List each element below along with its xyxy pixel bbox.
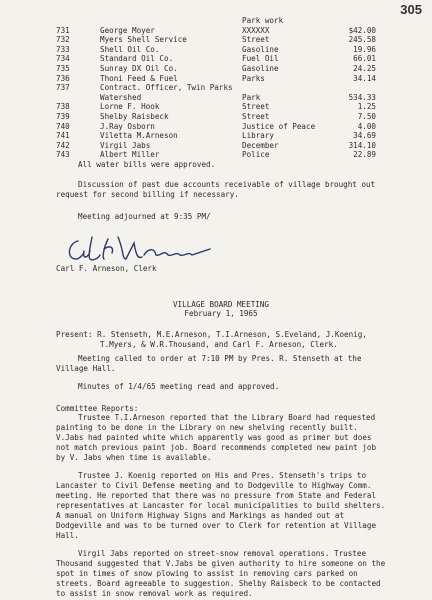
ledger-cell-amount: 1.25 <box>357 102 376 112</box>
report-library: Trustee T.I.Arneson reported that the Library Board had requested painting to be done in the Library on new shelving recently built. V.Jabs had painted white which apparently was good as primer but does not match previous paint job. Board recommends completed new paint job by V. Jabs when time is available. <box>56 413 377 462</box>
ledger-cell-amount: 34.14 <box>353 73 376 83</box>
ledger-cell-description: XXXXXX <box>242 25 270 35</box>
ledger-cell-number: 742 <box>56 140 70 150</box>
ledger-cell-payee: Contract. Officer, Twin Parks <box>100 83 233 93</box>
ledger-row <box>56 93 376 103</box>
ledger-cell-description: Gasoline <box>242 63 279 73</box>
call-to-order-block <box>56 354 386 374</box>
page-number: 305 <box>400 2 422 17</box>
ledger-cell-description: Park <box>242 92 261 102</box>
ledger-row <box>56 122 376 132</box>
discussion-block <box>56 180 386 200</box>
ledger-row <box>56 141 376 151</box>
bills-ledger <box>56 16 376 169</box>
ledger-cell-description: Gasoline <box>242 44 279 54</box>
ledger-cell-description: Justice of Peace <box>242 121 316 131</box>
ledger-cell-number: 734 <box>56 54 70 64</box>
ledger-row <box>56 131 376 141</box>
ledger-cell-number: 735 <box>56 63 70 73</box>
adjourned-block <box>56 212 386 221</box>
ledger-cell-amount: $42.00 <box>348 25 376 35</box>
minutes-block <box>56 382 386 391</box>
adjourned-text: Meeting adjourned at 9:35 PM/ <box>78 212 211 221</box>
ledger-cell-payee: Shelby Raisbeck <box>100 111 169 121</box>
ledger-cell-number: 732 <box>56 35 70 45</box>
discussion-text: Discussion of past due accounts receivable of village brought out request for second billing if necessary. <box>56 180 376 199</box>
ledger-cell-number: 743 <box>56 150 70 160</box>
ledger-cell-payee: Albert Miller <box>100 150 160 160</box>
ledger-cell-number: 740 <box>56 121 70 131</box>
ledger-cell-amount: 314.10 <box>348 140 376 150</box>
ledger-cell-payee: Myers Shell Service <box>100 35 187 45</box>
ledger-cell-number: 731 <box>56 25 70 35</box>
ledger-row <box>56 45 376 55</box>
ledger-cell-description: Fuel Oil <box>242 54 279 64</box>
committee-reports <box>56 404 386 599</box>
ledger-cell-amount: 534.33 <box>348 92 376 102</box>
ledger-cell-payee: Lorne F. Hook <box>100 102 160 112</box>
committee-heading: Committee Reports: <box>56 404 139 413</box>
ledger-cell-description: Police <box>242 150 270 160</box>
ledger-row <box>56 74 376 84</box>
meeting-date: February 1, 1965 <box>184 309 258 318</box>
ledger-cell-payee: Viletta M.Arneson <box>100 131 178 141</box>
ledger-cell-payee: Virgil Jabs <box>100 140 151 150</box>
ledger-cell-number: 733 <box>56 44 70 54</box>
ledger-cell-description: Street <box>242 35 270 45</box>
ledger-row <box>56 64 376 74</box>
ledger-cell-number: 739 <box>56 111 70 121</box>
ledger-cell-amount: 4.00 <box>357 121 376 131</box>
ledger-cell-payee: Standard Oil Co. <box>100 54 174 64</box>
present-block <box>56 330 386 350</box>
ledger-cell-description: Library <box>242 131 275 141</box>
ledger-row <box>56 83 376 93</box>
ledger-cell-amount: 24.25 <box>353 63 376 73</box>
ledger-cell-description: Street <box>242 111 270 121</box>
ledger-header-row <box>56 16 376 26</box>
ledger-cell-number: 741 <box>56 131 70 141</box>
ledger-row <box>56 112 376 122</box>
ledger-cell-amount: 66.01 <box>353 54 376 64</box>
ledger-row <box>56 102 376 112</box>
ledger-cell-payee: J.Ray Osborn <box>100 121 155 131</box>
ledger-cell-amount: 245.58 <box>348 35 376 45</box>
ledger-cell-amount: 34.69 <box>353 131 376 141</box>
clerk-name: Carl F. Arneson, Clerk <box>56 264 157 273</box>
ledger-cell-number: 736 <box>56 73 70 83</box>
ledger-cell-payee: Watershed <box>100 92 142 102</box>
ledger-cell-payee: Sunray DX Oil Co. <box>100 63 178 73</box>
ledger-cell-description: December <box>242 140 279 150</box>
meeting-heading <box>56 300 386 318</box>
clerk-block <box>56 264 386 273</box>
ledger-row <box>56 26 376 36</box>
call-to-order-text: Meeting called to order at 7:10 PM by Pres. R. Stenseth at the Village Hall. <box>56 354 362 373</box>
ledger-cell-amount: 22.89 <box>353 150 376 160</box>
ledger-cell-payee: Shell Oil Co. <box>100 44 160 54</box>
ledger-cell-description: Parks <box>242 73 265 83</box>
meeting-title: VILLAGE BOARD MEETING <box>172 300 269 309</box>
ledger-cell-payee: George Moyer <box>100 25 155 35</box>
ledger-cell-number: 738 <box>56 102 70 112</box>
ledger-cell-description: Street <box>242 102 270 112</box>
ledger-row <box>56 54 376 64</box>
ledger-header: Park work <box>242 16 284 25</box>
report-snow-removal: Virgil Jabs reported on street-snow removal operations. Trustee Thousand suggested that V.Jabs be given authority to hire someone on the spot in times of snow plowing to assist in removing cars parked on streets. Board agreeable to suggestion. Shelby Raisbeck to be contacted to assist in snow removal work as required. <box>56 549 386 598</box>
report-civil-defense: Trustee J. Koenig reported on His and Pres. Stenseth's trips to Lancaster to Civil Defense meeting and to Dodgeville to Highway Comm. meeting. He reported that there was no pressure from State and Federal representatives at Lancaster for local municipalities to build shelters. A manual on Uniform Highway Signs and Markings as handed out at Dodgeville and was to be turned over to Clerk for retention at Village Hall. <box>56 471 386 540</box>
ledger-cell-amount: 19.96 <box>353 44 376 54</box>
ledger-cell-amount: 7.50 <box>357 111 376 121</box>
water-bills-note: All water bills were approved. <box>78 159 216 169</box>
ledger-row <box>56 35 376 45</box>
ledger-cell-payee: Thoni Feed & Fuel <box>100 73 178 83</box>
ledger-cell-number: 737 <box>56 83 70 93</box>
minutes-text: Minutes of 1/4/65 meeting read and approved. <box>78 382 280 391</box>
present-text: Present: R. Stenseth, M.E.Arneson, T.I.Arneson, S.Eveland, J.Koenig, T.Myers, & W.R.Thousand, and Carl F. Arneson, Clerk. <box>56 330 367 349</box>
ledger-row <box>56 150 376 160</box>
